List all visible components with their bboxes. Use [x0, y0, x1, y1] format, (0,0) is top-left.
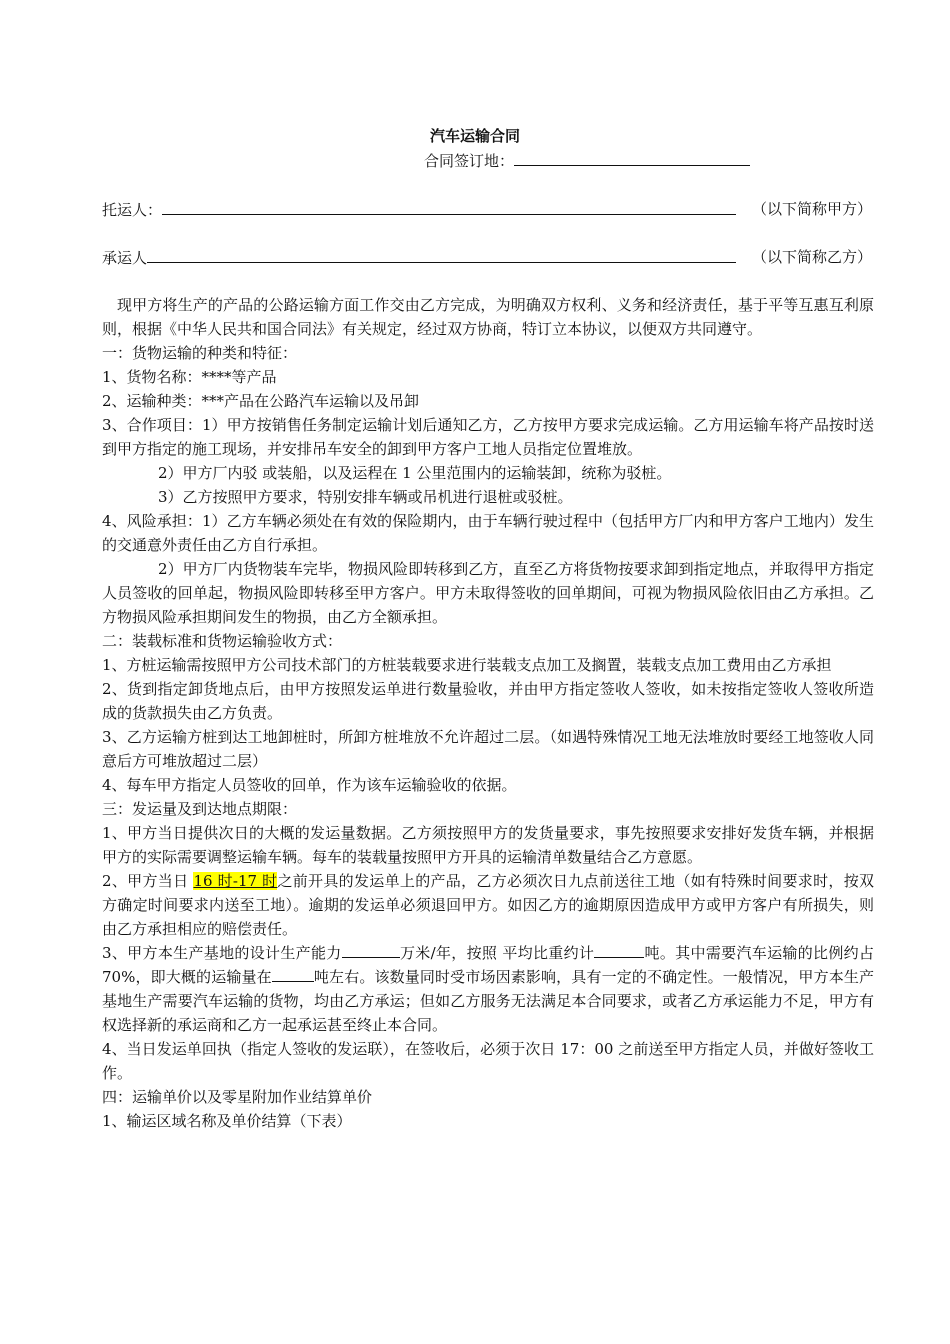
section-1-heading: 一：货物运输的种类和特征：	[102, 344, 298, 362]
s1-item-2: 2、运输种类：***产品在公路汽车运输以及吊卸	[102, 392, 420, 410]
carrier-suffix: （以下简称乙方）	[751, 248, 872, 266]
shipper-label: 托运人：	[102, 201, 163, 219]
s1-item-1: 1、货物名称：****等产品	[102, 368, 277, 386]
intro-paragraph: 现甲方将生产的产品的公路运输方面工作交由乙方完成，为明确双方权利、义务和经济责任，基于平等互惠互利原则，根据《中华人民共和国合同法》有关规定，经过双方协商，特订立本协议，以便双方共同遵守。	[102, 296, 874, 338]
section-4-heading: 四：运输单价以及零星附加作业结算单价	[102, 1088, 373, 1106]
s1-item-3-sub-2: 2）甲方厂内驳 或装船，以及运程在 1 公里范围内的运输装卸，统称为驳桩。	[158, 464, 672, 482]
section-3-heading: 三：发运量及到达地点期限：	[102, 800, 298, 818]
sign-place-label: 合同签订地：	[424, 152, 515, 170]
s2-item-2: 2、货到指定卸货地点后，由甲方按照发运单进行数量验收，并由甲方指定签收人签收，如未按指定签收人签收所造成的货款损失由乙方负责。	[102, 680, 874, 722]
carrier-label: 承运人	[102, 249, 148, 267]
s2-item-4: 4、每车甲方指定人员签收的回单，作为该车运输验收的依据。	[102, 776, 517, 794]
s3-item-2-rest: 之前开具的发运单上的产品，乙方必须次日九点前送往工地（如有特殊时间要求时，按双方确定时间要求内送至工地）。逾期的发运单必须退回甲方。如因乙方的逾期原因造成甲方或甲方客户有所损失，则由乙方承担相应的赔偿责任。	[102, 872, 875, 938]
s3-item-3-part-c: 吨。其中需要汽车运输的比例约占 70%，即大概的运输量在	[102, 944, 875, 986]
capacity-blank[interactable]	[342, 941, 400, 958]
shipper-blank[interactable]	[162, 197, 736, 215]
sign-place-line	[424, 148, 750, 173]
carrier-blank[interactable]	[147, 245, 736, 263]
contract-body	[102, 293, 874, 1133]
s2-item-3: 3、乙方运输方桩到达工地卸桩时，所卸方桩堆放不允许超过二层。（如遇特殊情况工地无法堆放时要经工地签收人同意后方可堆放超过二层）	[102, 728, 874, 770]
highlighted-time: 16 时-17 时	[193, 872, 278, 890]
s3-item-3-part-a: 3、甲方本生产基地的设计生产能力	[102, 944, 342, 962]
s3-item-2-start: 2、甲方当日	[102, 872, 194, 890]
section-2-heading: 二：装载标准和货物运输验收方式：	[102, 632, 343, 650]
shipper-line	[102, 197, 872, 222]
s3-item-3-part-b: 万米/年，按照 平均比重约计	[399, 944, 595, 962]
sign-place-blank[interactable]	[514, 148, 750, 166]
shipper-suffix: （以下简称甲方）	[751, 200, 872, 218]
s3-item-3-part-d: 吨左右。该数量同时受市场因素影响，具有一定的不确定性。一般情况，甲方本生产基地生产需要汽车运输的货物，均由乙方承运；但如乙方服务无法满足本合同要求，或者乙方承运能力不足，甲方有权选择新的承运商和乙方一起承运甚至终止本合同。	[102, 968, 874, 1034]
s1-item-3: 3、合作项目：1）甲方按销售任务制定运输计划后通知乙方，乙方按甲方要求完成运输。乙方用运输车将产品按时送到甲方指定的施工现场，并安排吊车安全的卸到甲方客户工地人员指定位置堆放。	[102, 416, 874, 458]
s3-item-4: 4、当日发运单回执（指定人签收的发运联），在签收后，必须于次日 17：00 之前送至甲方指定人员，并做好签收工作。	[102, 1040, 874, 1082]
s2-item-1: 1、方桩运输需按照甲方公司技术部门的方桩装载要求进行装载支点加工及搁置，装载支点加工费用由乙方承担	[102, 656, 832, 674]
s3-item-1: 1、甲方当日提供次日的大概的发运量数据。乙方须按照甲方的发货量要求，事先按照要求安排好发货车辆，并根据甲方的实际需要调整运输车辆。每车的装载量按照甲方开具的运输清单数量结合乙方意愿。	[102, 824, 874, 866]
carrier-line	[102, 245, 872, 270]
s3-item-3	[102, 941, 874, 1037]
document-title: 汽车运输合同	[429, 127, 520, 145]
weight-blank[interactable]	[594, 941, 644, 958]
s1-item-4: 4、风险承担：1）乙方车辆必须处在有效的保险期内，由于车辆行驶过程中（包括甲方厂内和甲方客户工地内）发生的交通意外责任由乙方自行承担。	[102, 512, 874, 554]
volume-blank[interactable]	[272, 965, 314, 982]
s3-item-2	[102, 869, 874, 941]
s1-item-4-sub-2: 2）甲方厂内货物装车完毕，物损风险即转移到乙方，直至乙方将货物按要求卸到指定地点，并取得甲方指定人员签收的回单起，物损风险即转移至甲方客户。甲方未取得签收的回单期间，可视为物损风险依旧由乙方承担。乙方物损风险承担期间发生的物损，由乙方全额承担。	[102, 560, 874, 626]
s1-item-3-sub-3: 3）乙方按照甲方要求，特别安排车辆或吊机进行退桩或驳桩。	[158, 488, 573, 506]
s4-item-1: 1、输运区域名称及单价结算（下表）	[102, 1112, 352, 1130]
